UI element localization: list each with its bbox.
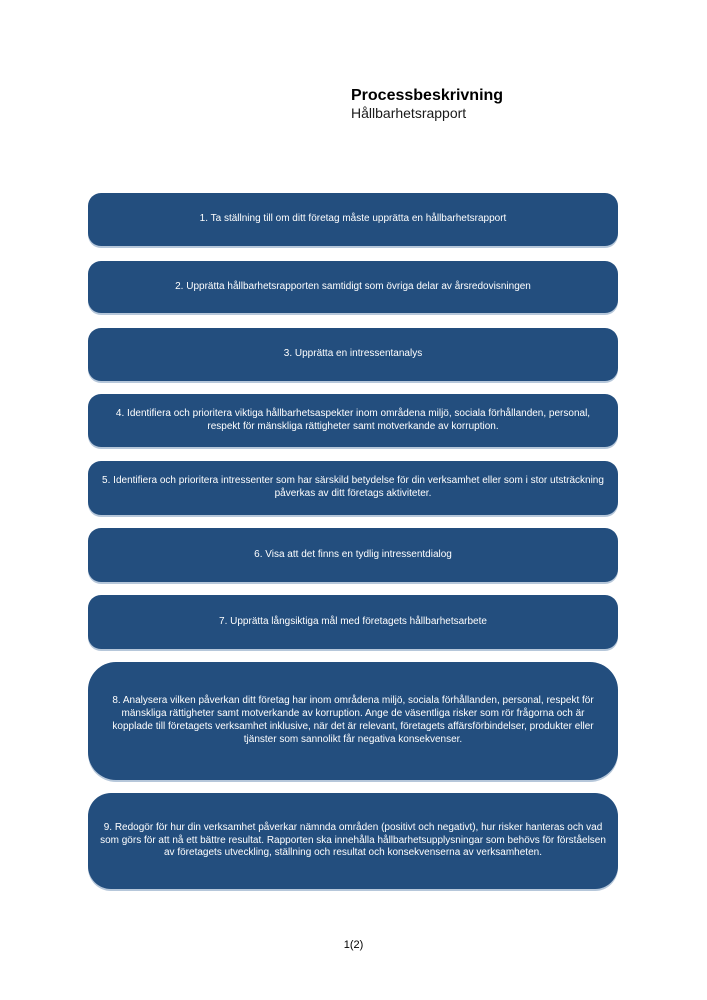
- process-step-9-text: 9. Redogör för hur din verksamhet påverkar nämnda områden (positivt och negativt), hur risker hanteras och vad som görs för att nå ett bättre resultat. Rapporten ska innehålla hållbarhetsupplysningar som behövs för förståelsen av företagets utveckling, ställning och resultat och konsekvenserna av verksamheten.: [100, 821, 606, 859]
- process-step-2-text: 2. Upprätta hållbarhetsrapporten samtidigt som övriga delar av årsredovisningen: [175, 280, 531, 292]
- process-step-8: [88, 662, 618, 780]
- page-number: 1(2): [343, 939, 364, 951]
- process-step-8-text: 8. Analysera vilken påverkan ditt företag har inom områdena miljö, sociala förhållanden, personal, respekt för mänskliga rättigheter samt motverkande av korruption. Ange de väsentliga risker som rör frågorna och är kopplade till företagets verksamhet inklusive, när det är relevant, företagets affärsförbindelser, produkter eller tjänster som sannolikt får negativa konsekvenser.: [112, 695, 594, 745]
- process-step-7: [88, 595, 618, 649]
- process-step-1-text: 1. Ta ställning till om ditt företag måste upprätta en hållbarhetsrapport: [199, 213, 507, 225]
- process-step-9: [88, 793, 618, 889]
- process-step-5: [88, 461, 618, 515]
- page-title: Processbeskrivning: [351, 87, 504, 104]
- process-step-6-text: 6. Visa att det finns en tydlig intressentdialog: [254, 548, 452, 560]
- process-step-4-text: 4. Identifiera och prioritera viktiga hållbarhetsaspekter inom områdena miljö, sociala förhållanden, personal, respekt för mänskliga rättigheter samt motverkande av korruption.: [115, 407, 591, 432]
- process-step-3: [88, 328, 618, 381]
- process-step-4: [88, 394, 618, 447]
- process-step-7-text: 7. Upprätta långsiktiga mål med företagets hållbarhetsarbete: [219, 615, 487, 627]
- process-step-6: [88, 528, 618, 582]
- process-step-2: [88, 261, 618, 313]
- process-step-3-text: 3. Upprätta en intressentanalys: [283, 348, 423, 360]
- page-subtitle: Hållbarhetsrapport: [351, 105, 467, 121]
- title-block: [351, 86, 503, 122]
- process-step-5-text: 5. Identifiera och prioritera intressenter som har särskild betydelse för din verksamhet eller som i stor utsträckning påverkas av ditt företags aktiviteter.: [102, 475, 604, 499]
- process-step-1: [88, 193, 618, 246]
